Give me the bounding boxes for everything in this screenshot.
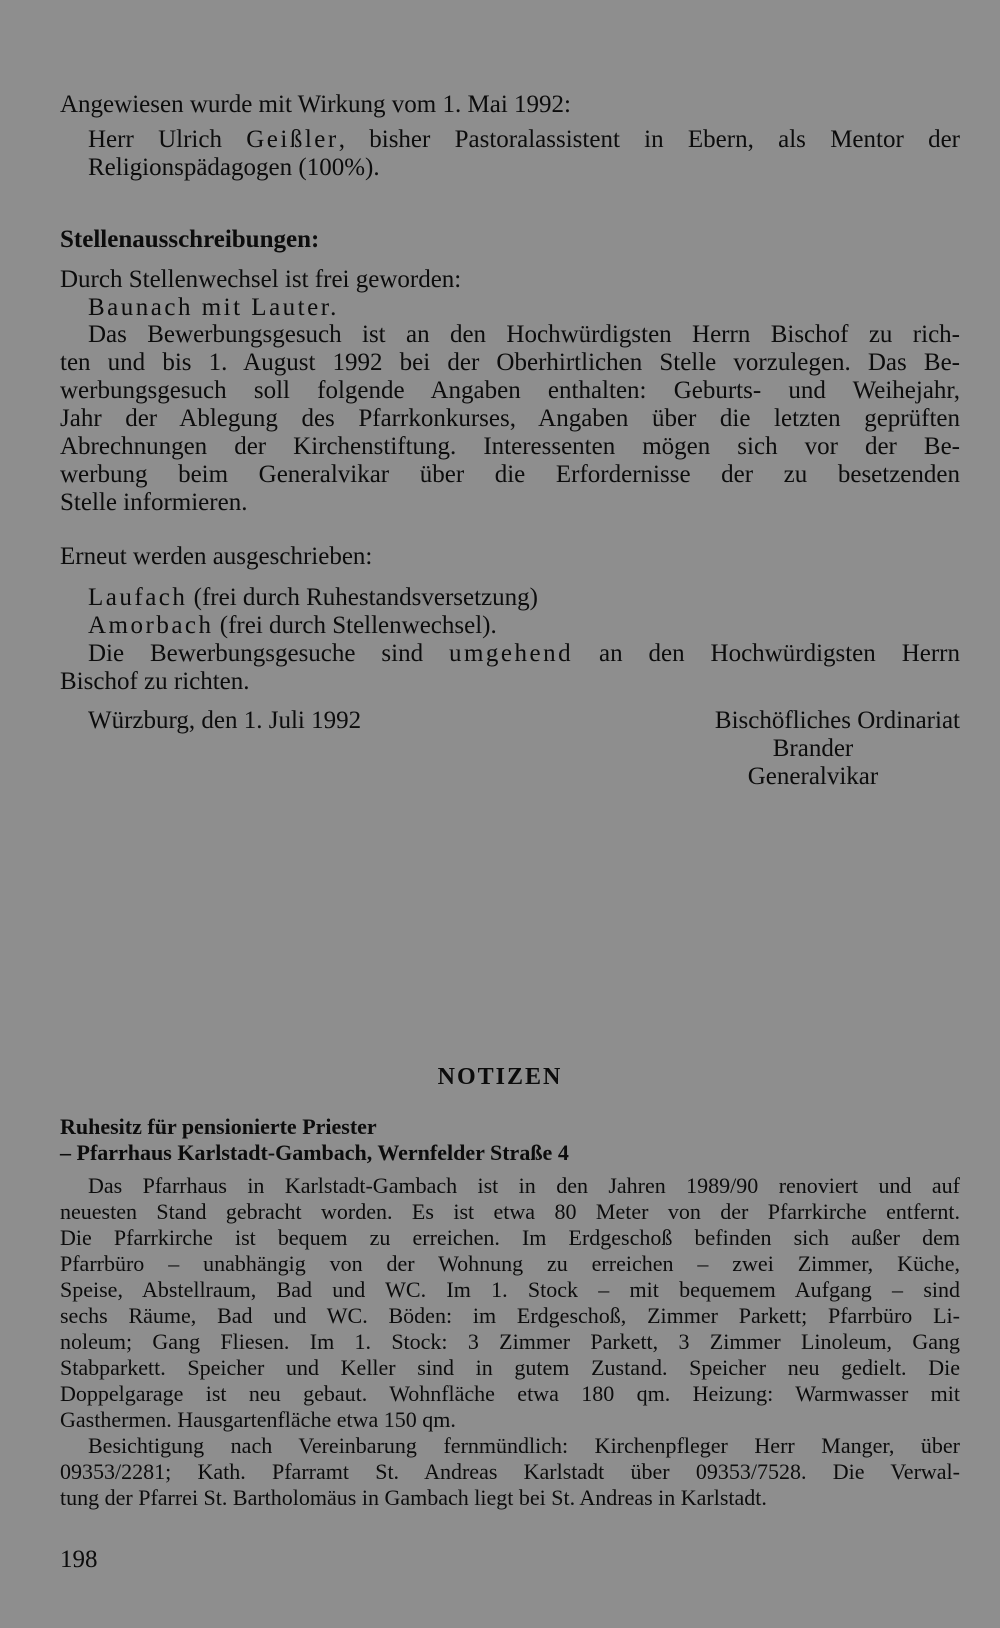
readvertised-text: Bischof zu richten. bbox=[60, 668, 250, 695]
vacancy-text: Abrechnungen der Kirchenstiftung. Interessenten mögen sich vor der Be- bbox=[60, 433, 960, 460]
page-number: 198 bbox=[60, 1546, 98, 1573]
vacancy-text: werbungsgesuch soll folgende Angaben enthalten: Geburts- und Weihejahr, bbox=[60, 377, 960, 404]
notice-paragraph-line: Speise, Abstellraum, Bad und WC. Im 1. Stock – mit bequemem Aufgang – sind bbox=[60, 1277, 960, 1302]
vacancy-text: Das Bewerbungsgesuch ist an den Hochwürdigsten Herrn Bischof zu rich- bbox=[88, 321, 960, 348]
readvertised-text: Die Bewerbungsgesuche sind umgehend an den Hochwürdigsten Herrn bbox=[88, 640, 960, 667]
signature-name: Brander bbox=[772, 735, 854, 762]
place-date: Würzburg, den 1. Juli 1992 bbox=[88, 707, 362, 734]
notice-paragraph-line: 09353/2281; Kath. Pfarramt St. Andreas Karlstadt über 09353/7528. Die Verwal- bbox=[60, 1459, 960, 1484]
vacancy-text: Jahr der Ablegung des Pfarrkonkurses, Angaben über die letzten geprüften bbox=[60, 405, 960, 432]
section-heading-notizen: NOTIZEN bbox=[437, 1064, 563, 1090]
notice-paragraph-line: neuesten Stand gebracht worden. Es ist etwa 80 Meter von der Pfarrkirche entfernt. bbox=[60, 1199, 960, 1224]
notice-paragraph-line: Doppelgarage ist neu gebaut. Wohnfläche etwa 180 qm. Heizung: Warmwasser mit bbox=[60, 1381, 960, 1406]
vacancy-text: Stelle informieren. bbox=[60, 489, 248, 516]
vacancy-place: Baunach mit Lauter. bbox=[88, 294, 339, 321]
readvertised-item: Amorbach (frei durch Stellenwechsel). bbox=[88, 612, 497, 639]
vacancy-text: werbung beim Generalvikar über die Erfordernisse der zu besetzenden bbox=[60, 461, 960, 488]
person-name: Geißler bbox=[246, 126, 339, 153]
section-heading-stellenausschreibungen: Stellenausschreibungen: bbox=[60, 226, 320, 253]
signature-org: Bischöfliches Ordinariat bbox=[714, 707, 960, 734]
vacancy-text: ten und bis 1. August 1992 bei der Oberhirtlichen Stelle vorzulegen. Das Be- bbox=[60, 349, 960, 376]
notice-paragraph-line: Pfarrbüro – unabhängig von der Wohnung zu erreichen – zwei Zimmer, Küche, bbox=[60, 1251, 960, 1276]
notice-paragraph-line: Die Pfarrkirche ist bequem zu erreichen. Im Erdgeschoß befinden sich außer dem bbox=[60, 1225, 960, 1250]
notice-paragraph-line: Das Pfarrhaus in Karlstadt-Gambach ist in den Jahren 1989/90 renoviert und auf bbox=[88, 1173, 960, 1198]
assignment-intro: Angewiesen wurde mit Wirkung vom 1. Mai 1992: bbox=[60, 91, 571, 118]
notice-paragraph-line: Gasthermen. Hausgartenfläche etwa 150 qm. bbox=[60, 1407, 456, 1432]
notice-paragraph-line: Stabparkett. Speicher und Keller sind in gutem Zustand. Speicher neu gedielt. Die bbox=[60, 1355, 960, 1380]
assignment-line: Religionspädagogen (100%). bbox=[88, 154, 380, 181]
readvertised-item: Laufach (frei durch Ruhestandsversetzung) bbox=[88, 584, 538, 611]
signature-title: Generalvikar bbox=[747, 763, 879, 790]
notice-title: Ruhesitz für pensionierte Priester bbox=[60, 1114, 377, 1139]
readvertised-intro: Erneut werden ausgeschrieben: bbox=[60, 543, 373, 570]
notice-subtitle: – Pfarrhaus Karlstadt-Gambach, Wernfelder Straße 4 bbox=[60, 1140, 569, 1165]
notice-paragraph-line: noleum; Gang Fliesen. Im 1. Stock: 3 Zimmer Parkett, 3 Zimmer Linoleum, Gang bbox=[60, 1329, 960, 1354]
vacancy-intro: Durch Stellenwechsel ist frei geworden: bbox=[60, 266, 462, 293]
notice-paragraph-line: Besichtigung nach Vereinbarung fernmündlich: Kirchenpfleger Herr Manger, über bbox=[88, 1433, 960, 1458]
notice-paragraph-line: sechs Räume, Bad und WC. Böden: im Erdgeschoß, Zimmer Parkett; Pfarrbüro Li- bbox=[60, 1303, 960, 1328]
notice-paragraph-line: tung der Pfarrei St. Bartholomäus in Gambach liegt bei St. Andreas in Karlstadt. bbox=[60, 1485, 767, 1510]
assignment-line: Herr Ulrich Geißler, bisher Pastoralassistent in Ebern, als Mentor der bbox=[88, 126, 960, 153]
